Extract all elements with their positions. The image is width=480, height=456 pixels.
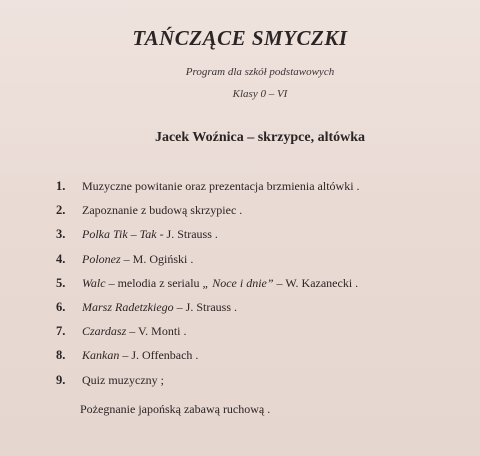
composer: – J. Strauss . <box>173 299 237 314</box>
program-item <box>56 323 456 347</box>
program-item-continuation: Pożegnanie japońską zabawą ruchową . <box>80 402 271 416</box>
series-title: „ Noce i dnie” <box>202 275 277 290</box>
item-number: 4. <box>56 251 66 266</box>
piece-title: Polonez <box>82 251 121 266</box>
composer: – W. Kazanecki . <box>276 275 359 290</box>
piece-title: Czardasz <box>82 324 127 339</box>
piece-title: Marsz Radetzkiego <box>82 299 174 314</box>
composer: – M. Ogiński . <box>120 251 194 266</box>
program-item <box>56 226 456 250</box>
composer: – J. Offenbach . <box>119 348 199 363</box>
item-number: 3. <box>56 227 66 242</box>
item-number: 9. <box>56 372 66 387</box>
program-item <box>56 251 456 275</box>
program-item <box>56 372 456 396</box>
program-item <box>56 347 456 371</box>
item-number: 6. <box>56 299 66 314</box>
item-number: 1. <box>56 179 66 193</box>
program-item <box>56 275 456 299</box>
performer-line: Jacek Woźnica – skrzypce, altówka <box>154 130 366 145</box>
item-text: – melodia z serialu <box>105 275 203 290</box>
item-number: 2. <box>56 203 66 218</box>
piece-title: Walc <box>82 275 106 290</box>
program-item <box>56 299 456 323</box>
program-item <box>56 178 456 202</box>
item-number: 7. <box>56 324 66 339</box>
item-number: 5. <box>56 275 66 290</box>
program-item <box>56 202 456 226</box>
composer: – V. Monti . <box>126 324 187 339</box>
piece-title: Polka Tik – Tak <box>82 227 157 242</box>
piece-title: Kankan <box>82 348 120 363</box>
item-text: Muzyczne powitanie oraz prezentacja brzmienia altówki . <box>82 179 360 193</box>
program-list <box>56 178 456 396</box>
composer: - J. Strauss . <box>156 227 218 242</box>
item-text: Zapoznanie z budową skrzypiec . <box>82 203 243 218</box>
item-number: 8. <box>56 348 66 363</box>
item-text: Quiz muzyczny ; <box>82 372 164 387</box>
document-title: TAŃCZĄCE SMYCZKI <box>132 26 348 50</box>
classes-range: Klasy 0 – VI <box>232 88 288 100</box>
document-subtitle: Program dla szkół podstawowych <box>185 66 335 78</box>
